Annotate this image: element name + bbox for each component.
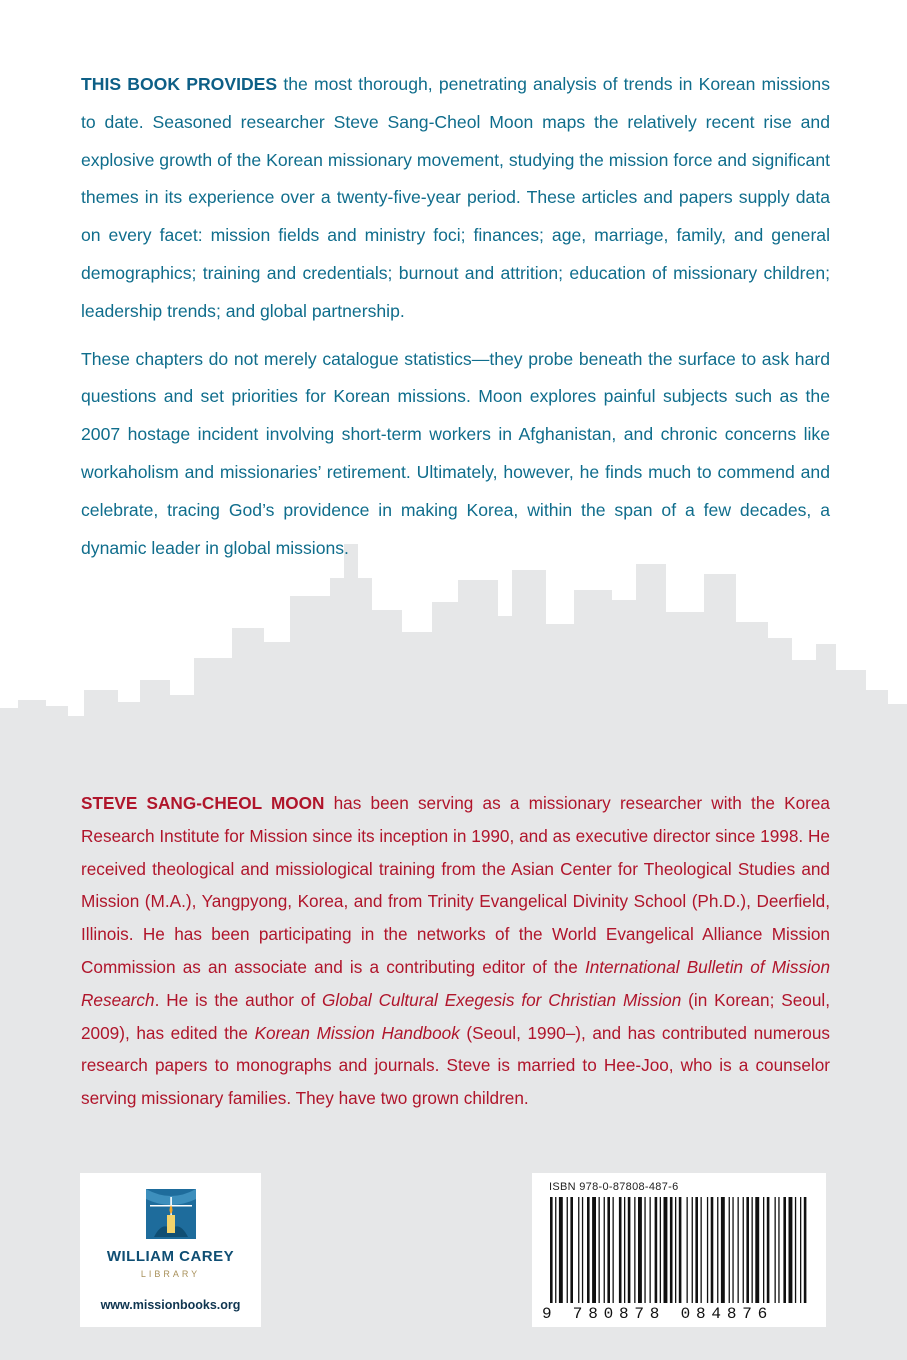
barcode-bar <box>701 1197 702 1303</box>
barcode-bar <box>711 1197 714 1303</box>
barcode-bar <box>795 1197 796 1303</box>
publisher-url: www.missionbooks.org <box>100 1298 241 1312</box>
barcode-bar <box>670 1197 673 1303</box>
barcode-bar <box>655 1197 658 1303</box>
publisher-logo-box <box>80 1173 261 1327</box>
isbn-barcode <box>532 1173 826 1327</box>
barcode-bar <box>628 1197 631 1303</box>
description-p1-text: the most thorough, penetrating analysis of trends in Korean missions to date. Seasoned researcher Steve Sang-Cheol Moon maps the relatively recent rise and explosive growth of the Korean missionary movement, studying the mission force and significant themes in its experience over a twenty-five-year period. These articles and papers supply data on every facet: mission fields and ministry foci; finances; age, marriage, family, and general demographics; training and credentials; burnout and attrition; education of missionary children; leadership trends; and global partnership. <box>81 74 830 321</box>
description-lead: THIS BOOK PROVIDES <box>81 74 278 94</box>
barcode-bar <box>634 1197 635 1303</box>
barcode-bar <box>695 1197 698 1303</box>
barcode-bar <box>717 1197 718 1303</box>
author-name: STEVE SANG-CHEOL MOON <box>81 793 325 813</box>
publisher-emblem-icon <box>142 1185 200 1243</box>
barcode-bar <box>783 1197 786 1303</box>
barcode-bar <box>692 1197 693 1303</box>
barcode-bar <box>638 1197 642 1303</box>
barcode-digits: 9 780878 084876 <box>542 1305 774 1323</box>
barcode-bar <box>570 1197 573 1303</box>
barcode-bar <box>604 1197 605 1303</box>
barcode-bar <box>550 1197 553 1303</box>
barcode-bar <box>752 1197 753 1303</box>
description-paragraph-1 <box>81 66 830 331</box>
barcode-bar <box>675 1197 676 1303</box>
author-bio <box>81 787 830 1115</box>
barcode-bar <box>767 1197 770 1303</box>
barcode-bar <box>607 1197 610 1303</box>
barcode-bar <box>664 1197 668 1303</box>
barcode-bar <box>789 1197 793 1303</box>
barcode-bar <box>778 1197 779 1303</box>
barcode-bar <box>804 1197 807 1303</box>
bio-text-1: has been serving as a missionary researcher with the Korea Research Institute for Mission since its inception in 1990, and as executive director since 1998. He received theological and missiological training from the Asian Center for Theological Studies and Mission (M.A.), Yangpyong, Korea, and from Trinity Evangelical Divinity School (Ph.D.), Deerfield, Illinois. He has been participating in the networks of the World Evangelical Alliance Mission Commission as an associate and is a contributing editor of the <box>81 793 830 977</box>
barcode-bar <box>743 1197 744 1303</box>
barcode-bars <box>546 1197 810 1303</box>
barcode-bar <box>587 1197 590 1303</box>
barcode-bar <box>775 1197 776 1303</box>
barcode-bar <box>721 1197 725 1303</box>
barcode-bar <box>567 1197 568 1303</box>
publisher-name: WILLIAM CAREY <box>106 1248 235 1265</box>
barcode-bar <box>559 1197 563 1303</box>
barcode-bar <box>729 1197 730 1303</box>
barcode-bar <box>613 1197 614 1303</box>
bio-title-1: International Bulletin of Mission Research <box>81 956 831 1010</box>
barcode-bar <box>578 1197 579 1303</box>
barcode-bar <box>746 1197 749 1303</box>
barcode-bar <box>755 1197 759 1303</box>
barcode-bar <box>555 1197 556 1303</box>
bio-title-2: Global Cultural Exegesis for Christian Mission <box>322 989 682 1010</box>
description-paragraph-2: These chapters do not merely catalogue statistics—they probe beneath the surface to ask hard questions and set priorities for Korean missions. Moon explores painful subjects such as the 2007 hostage incident involving short-term workers in Afghanistan, and chronic concerns like workaholism and missionaries’ retirement. Ultimately, however, he finds much to commend and celebrate, tracing God’s providence in making Korea, within the span of a few decades, a dynamic leader in global missions. <box>81 348 830 558</box>
bio-title-3: Korean Mission Handbook <box>254 1022 460 1043</box>
barcode-bar <box>732 1197 733 1303</box>
barcode-bar <box>679 1197 682 1303</box>
barcode-bar <box>763 1197 764 1303</box>
barcode-bar <box>707 1197 708 1303</box>
book-description <box>81 66 830 567</box>
barcode-bar <box>660 1197 661 1303</box>
bio-text-4: (Seoul, 1990–), and has contributed numerous research papers to monographs and journals. Steve is married to Hee-Joo, who is a counselor serving missionary families. They have two grown children. <box>81 1022 831 1109</box>
barcode-bar <box>650 1197 651 1303</box>
bio-text-3: (in Korean; Seoul, 2009), has edited the <box>81 989 830 1043</box>
publisher-subname: LIBRARY <box>140 1269 201 1279</box>
barcode-bar <box>644 1197 645 1303</box>
barcode-bar <box>592 1197 596 1303</box>
barcode-bar <box>738 1197 739 1303</box>
barcode-bar <box>619 1197 622 1303</box>
isbn-label: ISBN 978-0-87808-487-6 <box>549 1181 679 1193</box>
barcode-bar <box>599 1197 600 1303</box>
barcode-bar <box>687 1197 688 1303</box>
barcode-bar <box>800 1197 801 1303</box>
city-skyline <box>0 540 907 750</box>
barcode-bar <box>582 1197 583 1303</box>
barcode-bar <box>624 1197 625 1303</box>
bio-text-2: . He is the author of <box>154 989 323 1010</box>
